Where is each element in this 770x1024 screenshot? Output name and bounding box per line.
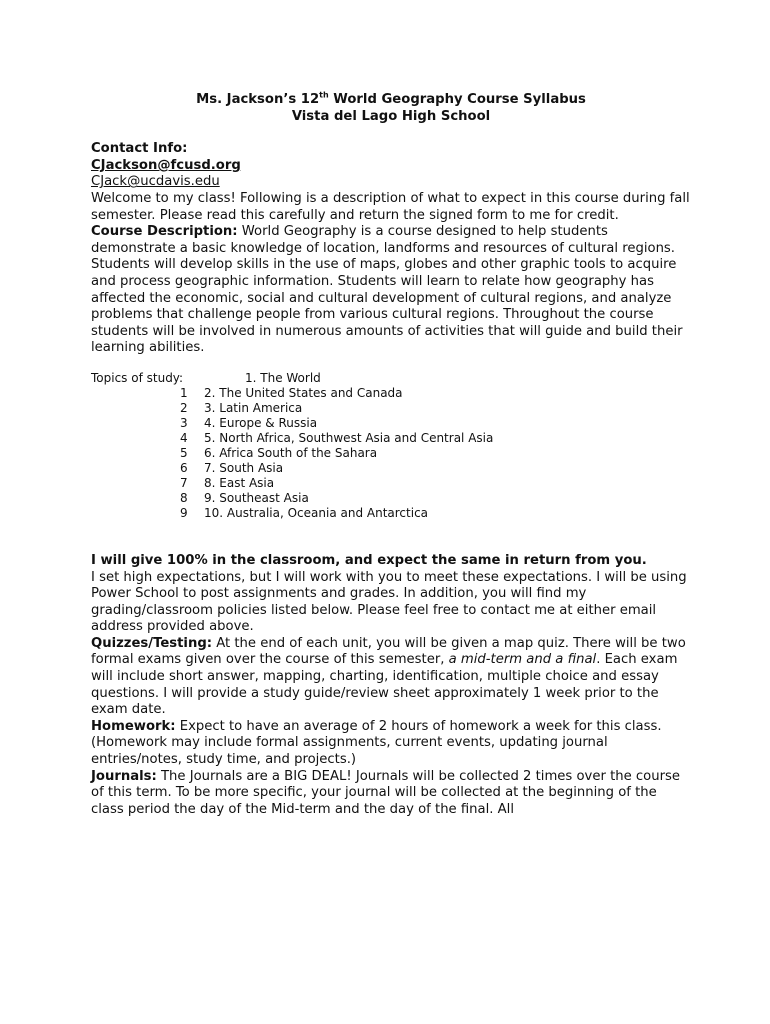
topic-number: 6 xyxy=(180,460,188,475)
topics-list xyxy=(91,371,691,521)
topics-label: Topics of study: xyxy=(91,370,184,385)
quizzes-paragraph xyxy=(91,636,691,719)
course-description-text: World Geography is a course designed to help students demonstrate a basic knowledge of location, landforms and resources of cultural regions. Students will develop skills in the use of maps, globes and other graphic tools to acquire and process geographic information. Students will learn to relate how geography has affected the economic, social and cultural development of cultural regions, and analyze problems that challenge people from various cultural regions. Throughout the course students will be involved in numerous amounts of activities that will guide and build their learning abilities. xyxy=(91,224,683,356)
topic-number: 2 xyxy=(180,400,188,415)
topic-text: 3. Latin America xyxy=(204,400,303,415)
title-superscript: th xyxy=(319,90,329,100)
document-header xyxy=(91,92,691,125)
email-link-primary[interactable]: CJackson@fcusd.org xyxy=(91,157,241,173)
page-title xyxy=(91,92,691,109)
contact-section xyxy=(91,141,691,191)
journals-text: The Journals are a BIG DEAL! Journals will be collected 2 times over the course of this term. To be more specific, your journal will be collected at the beginning of the class period the day of the Mid-term and the day of the final. All xyxy=(91,768,680,817)
topic-text: 8. East Asia xyxy=(204,475,275,490)
syllabus-page xyxy=(91,92,691,818)
homework-label: Homework: xyxy=(91,718,176,734)
expectations-heading: I will give 100% in the classroom, and expect the same in return from you. xyxy=(91,552,647,568)
topic-text: 10. Australia, Oceania and Antarctica xyxy=(204,505,429,520)
topic-number: 8 xyxy=(180,490,188,505)
email-link-secondary[interactable]: CJack@ucdavis.edu xyxy=(91,174,220,190)
topic-number: 3 xyxy=(180,415,188,430)
topic-number: 5 xyxy=(180,445,188,460)
topic-first: 1. The World xyxy=(245,370,321,385)
quizzes-text-1: At the end of each unit, you will be given a map quiz. There will be two formal exams given over the course of this semester, xyxy=(91,635,686,668)
topic-text: 6. Africa South of the Sahara xyxy=(204,445,378,460)
expectations-paragraph: I set high expectations, but I will work with you to meet these expectations. I will be using Power School to post assignments and grades. In addition, you will find my grading/classroom policies listed below. Please feel free to contact me at either email address provided above. xyxy=(91,569,687,635)
journals-label: Journals: xyxy=(91,768,157,784)
topic-text: 7. South Asia xyxy=(204,460,284,475)
topic-number: 1 xyxy=(180,385,188,400)
journals-paragraph xyxy=(91,769,691,819)
quizzes-italic: a mid-term and a final xyxy=(448,652,597,668)
course-description-label: Course Description: xyxy=(91,224,238,240)
school-name: Vista del Lago High School xyxy=(291,108,491,124)
topic-text: 9. Southeast Asia xyxy=(204,490,309,505)
course-description-paragraph xyxy=(91,224,691,357)
quizzes-label: Quizzes/Testing: xyxy=(91,635,213,651)
topic-text: 2. The United States and Canada xyxy=(204,385,403,400)
quizzes-text-2: . Each exam will include short answer, mapping, charting, identification, multiple choice and essay questions. I will provide a study guide/review sheet approximately 1 week prior to the exam date. xyxy=(91,652,678,718)
topic-number: 4 xyxy=(180,430,188,445)
contact-label: Contact Info: xyxy=(91,141,188,157)
title-suffix: World Geography Course Syllabus xyxy=(328,92,586,107)
expectations-section xyxy=(91,553,691,636)
title-prefix: Ms. Jackson’s 12 xyxy=(196,92,320,107)
homework-paragraph xyxy=(91,719,691,769)
welcome-paragraph: Welcome to my class! Following is a description of what to expect in this course during fall semester. Please read this carefully and return the signed form to me for credit. xyxy=(91,190,690,223)
homework-text: Expect to have an average of 2 hours of homework a week for this class. (Homework may include formal assignments, current events, updating journal entries/notes, study time, and projects.) xyxy=(91,718,662,768)
topic-text: 5. North Africa, Southwest Asia and Central Asia xyxy=(204,430,494,445)
topic-number: 9 xyxy=(180,505,188,520)
topic-text: 4. Europe & Russia xyxy=(204,415,318,430)
topic-number: 7 xyxy=(180,475,188,490)
